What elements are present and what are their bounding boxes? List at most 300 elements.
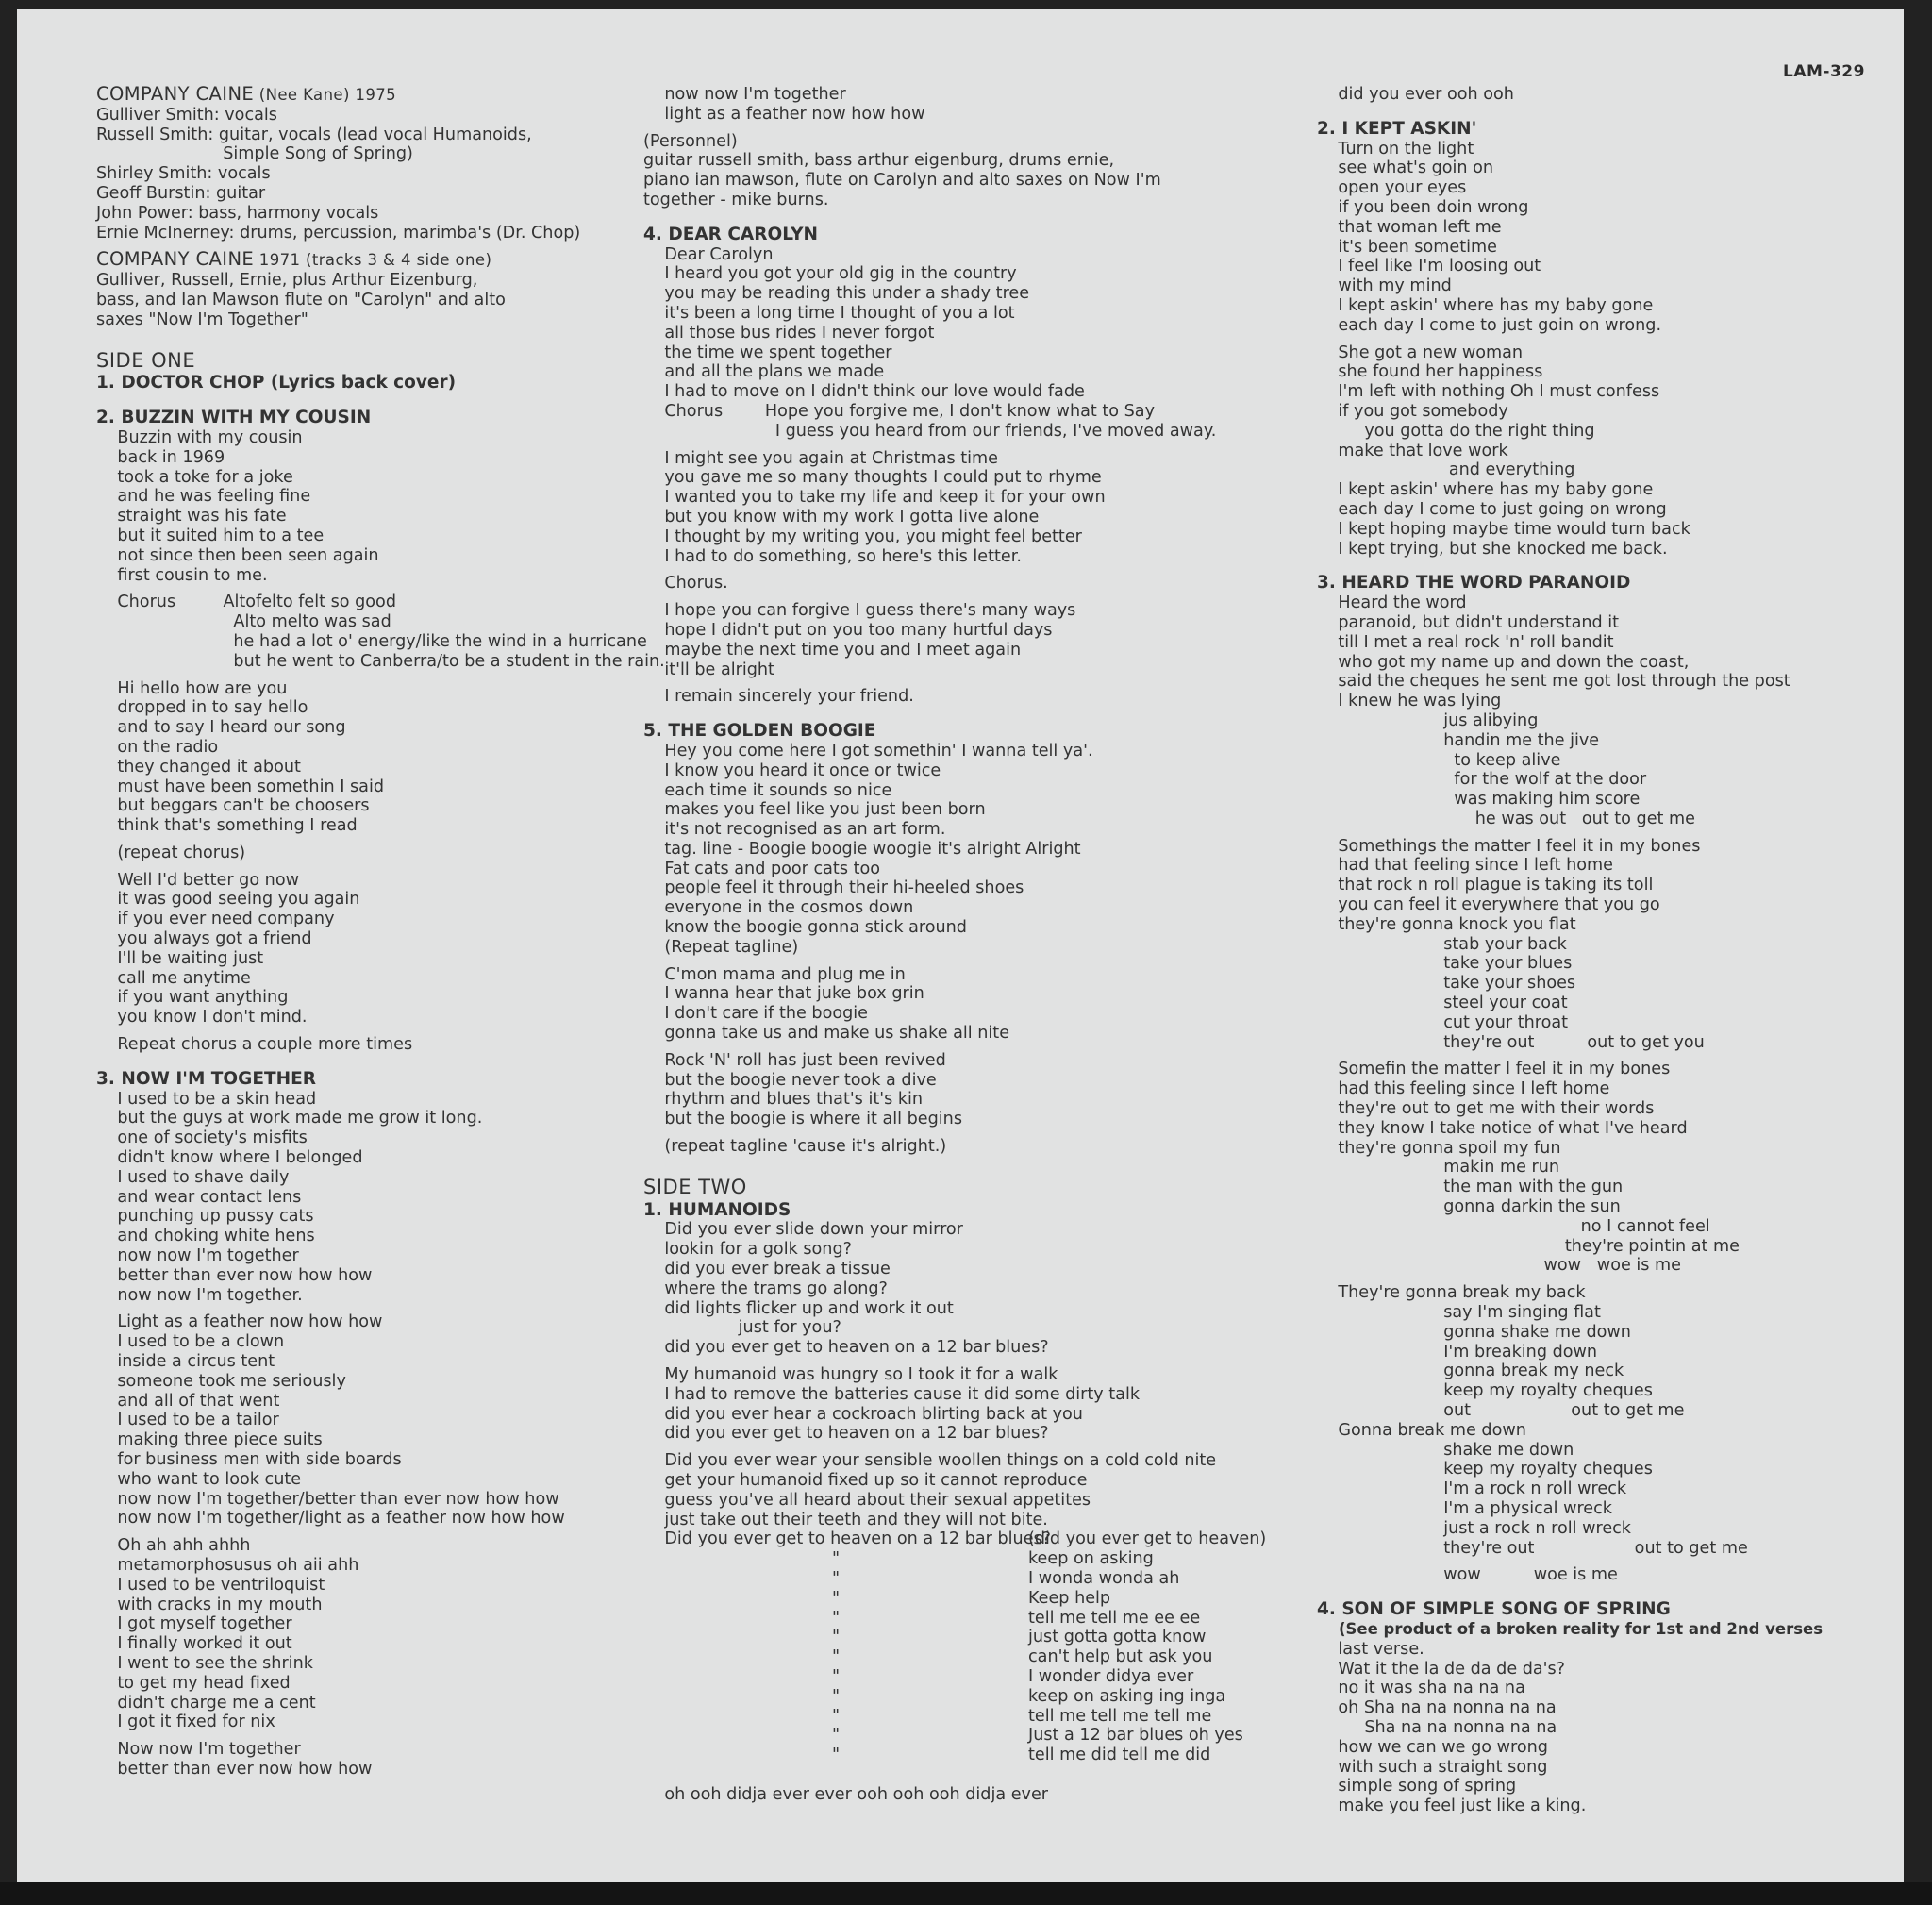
lyric-line: took a toke for a joke [96,467,293,487]
stanza-gap [643,1129,1294,1137]
lyric-line: handin me the jive [1317,730,1600,750]
band-name: COMPANY CAINE [96,83,255,105]
lyric-line: must have been somethin I said [96,777,384,796]
lyric-line: I used to shave daily [96,1167,290,1187]
lyric-line: she found her happiness [1317,362,1543,382]
lyric-line: but he went to Canberra/to be a student in the rain. [96,651,665,671]
lyric-line: making three piece suits [96,1430,323,1450]
lyric-line: keep on asking ing inga [1028,1686,1226,1706]
lyric-line: I might see you again at Christmas time [643,448,998,468]
lyric-line: Just a 12 bar blues oh yes [1028,1726,1243,1746]
band-name: COMPANY CAINE [96,248,255,271]
lyric-line: I used to be a tailor [96,1411,279,1430]
band-lineup-heading [96,250,653,271]
lyric-line: know the boogie gonna stick around [643,918,967,938]
lyric-line: I'm a rock n roll wreck [1317,1479,1627,1499]
song-title: 2. I KEPT ASKIN' [1317,118,1477,139]
lyric-line: one of society's misfits [96,1128,308,1148]
lyric-line: I finally worked it out [96,1634,292,1654]
lyric-line: Repeat chorus a couple more times [96,1035,413,1055]
stanza-gap [643,566,1294,574]
stanza-gap [1317,1276,1892,1283]
lyric-line: last verse. [1317,1639,1424,1659]
lyric-line: guitar russell smith, bass arthur eigenburg, drums ernie, [643,151,1115,171]
lyric-line: can't help but ask you [1028,1647,1213,1667]
lyric-line: if you want anything [96,988,289,1008]
lyric-line: I wanted you to take my life and keep it for your own [643,488,1106,508]
lyric-line [643,1765,1028,1785]
lyric-line: they changed it about [96,757,301,777]
lyric-line: cut your throat [1317,1012,1569,1032]
lyric-line: tell me did tell me did [1028,1746,1211,1765]
lyric-line: take your blues [1317,954,1573,974]
lyric-line: first cousin to me. [96,565,268,585]
stanza-gap [1317,1558,1892,1565]
lyric-line: Somefin the matter I feel it in my bones [1317,1060,1671,1079]
lyric-line: see what's goin on [1317,159,1494,178]
stanza-gap [1317,1585,1892,1600]
lyric-line: now now I'm together. [96,1285,303,1305]
stanza-gap [643,125,1294,132]
lyric-line: simple song of spring [1317,1777,1517,1796]
song-title: 5. THE GOLDEN BOOGIE [643,721,876,742]
lyric-line: get your humanoid fixed up so it cannot reproduce [643,1471,1088,1490]
ditto-mark: " [832,1686,841,1706]
ditto-mark: " [832,1746,841,1765]
lyric-line: oh Sha na na nonna na na [1317,1698,1557,1718]
ditto-mark: " [832,1549,841,1569]
lyric-line: did you ever get to heaven on a 12 bar blues? [643,1424,1049,1444]
stanza-gap [1317,559,1892,574]
lyric-line: you may be reading this under a shady tree [643,284,1030,304]
lyric-line: guess you've all heard about their sexual appetites [643,1490,1091,1510]
lyric-line: stab your back [1317,934,1567,954]
side-heading: SIDE ONE [96,348,196,372]
lyric-line: each day I come to just going on wrong [1317,499,1667,519]
lyric-line: I wanna hear that juke box grin [643,984,924,1004]
lyric-line: to get my head fixed [96,1673,291,1693]
stanza-gap [96,393,653,409]
lyric-line: they're gonna knock you flat [1317,914,1576,934]
lyric-line: I used to be a clown [96,1332,285,1352]
lyric-line: makin me run [1317,1158,1560,1178]
lyric-line: tell me tell me tell me [1028,1706,1212,1726]
lyric-line: but beggars can't be choosers [96,796,370,816]
lyric-line: Shirley Smith: vocals [96,164,271,184]
ditto-mark: " [832,1706,841,1726]
stanza-gap [96,836,653,844]
lyric-line: it was good seeing you again [96,890,360,910]
lyric-line: everyone in the cosmos down [643,898,914,918]
lyric-line: John Power: bass, harmony vocals [96,203,379,223]
stanza-gap [1317,829,1892,837]
song-title: 1. DOCTOR CHOP (Lyrics back cover) [96,373,457,393]
lyric-line: I kept hoping maybe time would turn back [1317,519,1690,539]
lyric-line: oh ooh didja ever ever ooh ooh ooh didja ever [643,1784,1049,1804]
song-title: 4. DEAR CAROLYN [643,224,818,244]
lyric-line: (repeat chorus) [96,843,246,862]
lyric-line: Gulliver, Russell, Ernie, plus Arthur Eizenburg, [96,271,478,291]
lyric-line: now now I'm together [96,1246,299,1266]
lyric-line: Gulliver Smith: vocals [96,105,277,125]
lyric-line: you always got a friend [96,929,312,949]
lyric-line: if you ever need company [96,910,335,929]
lyric-line: (Repeat tagline) [643,937,799,957]
lyric-line: till I met a real rock 'n' roll bandit [1317,632,1614,652]
lyric-line: you gotta do the right thing [1317,421,1595,441]
song-title: 3. NOW I'M TOGETHER [96,1068,316,1089]
lyric-line: and choking white hens [96,1227,315,1246]
lyric-line: with such a straight song [1317,1757,1548,1777]
stanza-gap [1317,105,1892,120]
lyric-line: gonna break my neck [1317,1362,1624,1381]
lyric-line: (repeat tagline 'cause it's alright.) [643,1137,947,1157]
lyric-line: Keep help [1028,1588,1111,1608]
lyric-line: but you know with my work I gotta live alone [643,507,1040,526]
lyric-line: he was out out to get me [1317,809,1695,828]
lyric-line: and everything [1317,460,1575,480]
lyric-line: take your shoes [1317,974,1576,994]
lyric-line: dropped in to say hello [96,698,308,718]
lyric-line: but the guys at work made me grow it long. [96,1109,483,1128]
lyric-line: he had a lot o' energy/like the wind in a hurricane [96,631,647,651]
lyric-line: how we can we go wrong [1317,1737,1548,1757]
lyric-line: if you been doin wrong [1317,197,1529,217]
lyric-line: did you ever ooh ooh [1317,85,1514,104]
lyric-line: and he was feeling fine [96,487,311,507]
lyric-line: and wear contact lens [96,1187,302,1207]
lyric-line: make that love work [1317,441,1508,460]
ditto-mark: " [832,1588,841,1608]
lyric-line: wow woe is me [1317,1565,1618,1585]
lyric-line: keep my royalty cheques [1317,1381,1653,1401]
lyric-line: but the boogie is where it all begins [643,1110,962,1129]
lyric-line: did lights flicker up and work it out [643,1298,954,1318]
lyric-line: and to say I heard our song [96,718,346,738]
lyric-line: saxes "Now I'm Together" [96,309,308,329]
lyric-line: Oh ah ahh ahhh [96,1536,251,1556]
lyric-line: they're out out to get you [1317,1032,1705,1052]
lyric-line: and all the plans we made [643,362,885,382]
lyric-line: better than ever now how how [96,1759,373,1779]
lyric-line: Ernie McInerney: drums, percussion, marimba's (Dr. Chop) [96,223,581,242]
lyric-line: that woman left me [1317,217,1502,237]
lyric-line: did you ever hear a cockroach blirting back at you [643,1404,1083,1424]
lyric-line: keep on asking [1028,1549,1154,1569]
stanza-gap [643,958,1294,965]
lyric-line: piano ian mawson, flute on Carolyn and alto saxes on Now I'm [643,171,1161,191]
lyric-line: but it suited him to a tee [96,526,325,545]
lyric-line: I kept askin' where has my baby gone [1317,480,1654,500]
lyric-line: now now I'm together [643,85,846,104]
lyric-line: they're out to get me with their words [1317,1099,1655,1119]
lyric-line: no I cannot feel [1317,1216,1710,1236]
lyric-line: to keep alive [1317,750,1561,770]
lyric-line: Heard the word [1317,593,1467,613]
lyric-line: keep my royalty cheques [1317,1460,1653,1479]
lyric-line: the time we spent together [643,343,892,362]
lyric-line: didn't charge me a cent [96,1693,316,1713]
lyric-line: light as a feather now how how [643,104,925,124]
lyric-line: Geoff Burstin: guitar [96,183,266,203]
lyric-line: for the wolf at the door [1317,770,1647,790]
humanoids-call-response [643,1529,1294,1804]
lyric-line: make you feel just like a king. [1317,1796,1587,1816]
column-3 [1317,85,1892,1816]
song-title: 2. BUZZIN WITH MY COUSIN [96,408,372,428]
lyric-line: Hi hello how are you [96,678,288,698]
lyric-line: metamorphosusus oh aii ahh [96,1555,359,1575]
lyric-line: it'll be alright [643,660,774,679]
lyric-line: if you got somebody [1317,401,1508,421]
lyric-line: you can feel it everywhere that you go [1317,895,1660,915]
lyric-line: on the radio [96,737,219,757]
lyric-line: it's been sometime [1317,237,1497,257]
stanza-gap [96,585,653,593]
lyric-line: steel your coat [1317,994,1568,1013]
lyric-line: Turn on the light [1317,139,1474,159]
lyric-line: inside a circus tent [96,1352,275,1372]
lyric-line: I'm breaking down [1317,1342,1598,1362]
lyric-line: people feel it through their hi-heeled shoes [643,878,1024,898]
lineup-year: (Nee Kane) 1975 [254,86,397,104]
lyric-line: better than ever now how how [96,1265,373,1285]
lyric-line: for business men with side boards [96,1450,402,1469]
lyric-line: Rock 'N' roll has just been revived [643,1050,946,1070]
lyric-line: I got it fixed for nix [96,1713,275,1732]
lyric-line: but the boogie never took a dive [643,1070,937,1090]
stanza-gap [643,1044,1294,1051]
lyric-line: hope I didn't put on you too many hurtful days [643,620,1053,640]
lyric-line: I don't care if the boogie [643,1004,868,1024]
lyric-line: all those bus rides I never forgot [643,323,935,343]
lyric-line: Simple Song of Spring) [96,144,413,164]
lyric-line: was making him score [1317,790,1641,810]
lyric-line: each day I come to just goin on wrong. [1317,315,1662,335]
lyric-line: Somethings the matter I feel it in my bones [1317,836,1701,856]
lyric-line: did you ever break a tissue [643,1260,891,1279]
lyric-line: Light as a feather now how how [96,1312,383,1332]
lyric-line: and all of that went [96,1391,280,1411]
lyric-line: tell me tell me ee ee [1028,1608,1201,1628]
lyric-line: gonna take us and make us shake all nite [643,1024,1010,1044]
lyric-line: someone took me seriously [96,1371,346,1391]
lyric-line: My humanoid was hungry so I took it for a walk [643,1365,1058,1385]
lyric-line: Wat it the la de da de da's? [1317,1659,1566,1679]
song-title: 3. HEARD THE WORD PARANOID [1317,573,1631,593]
ditto-mark: " [832,1608,841,1628]
lyric-line: didn't know where I belonged [96,1148,363,1168]
lyric-line: Alto melto was sad [96,612,391,632]
humanoids-left-column [643,1529,1052,1804]
lyric-line: say I'm singing flat [1317,1303,1601,1323]
lyric-line: who got my name up and down the coast, [1317,652,1690,672]
lyric-line: straight was his fate [96,507,287,526]
lyric-line: gonna darkin the sun [1317,1197,1621,1217]
catalog-number: LAM-329 [1783,62,1865,81]
lyric-line: I had to remove the batteries cause it did some dirty talk [643,1384,1141,1404]
side-heading: SIDE TWO [643,1175,747,1198]
lyric-line: Well I'd better go now [96,870,299,890]
lyric-line: wow woe is me [1317,1256,1681,1276]
lyric-line: just a rock n roll wreck [1317,1518,1632,1538]
lyric-line: I used to be ventriloquist [96,1575,325,1595]
lyric-line: lookin for a golk song? [643,1240,852,1260]
lyric-line: had that feeling since I left home [1317,856,1613,876]
stanza-gap [643,210,1294,226]
lyric-line: I hope you can forgive I guess there's many ways [643,601,1076,621]
lyric-line: Did you ever slide down your mirror [643,1220,963,1240]
lyric-line: just for you? [643,1318,841,1338]
lyric-line: each time it sounds so nice [643,780,892,800]
lyric-line: Chorus Hope you forgive me, I don't know what to Say [643,401,1155,421]
lyric-line: maybe the next time you and I meet again [643,640,1022,660]
lyric-line: who want to look cute [96,1469,302,1489]
lyric-line: said the cheques he sent me got lost through the post [1317,672,1790,692]
lyric-line: you know I don't mind. [96,1008,308,1028]
lyric-line: I had to do something, so here's this letter. [643,546,1022,566]
humanoids-right-column [1028,1529,1266,1804]
lyric-line: bass, and Ian Mawson flute on "Carolyn" and alto [96,290,506,309]
lyric-line: Dear Carolyn [643,244,774,264]
lyric-line: not since then been seen again [96,545,379,565]
lyric-line: I thought by my writing you, you might feel better [643,526,1082,546]
stanza-gap [96,1028,653,1035]
stanza-gap [643,707,1294,722]
lyric-line: they know I take notice of what I've heard [1317,1118,1688,1138]
lyric-line: I wonder didya ever [1028,1666,1194,1686]
lyric-line: where the trams go along? [643,1278,888,1298]
lyric-line: out out to get me [1317,1401,1685,1420]
stanza-gap [643,442,1294,449]
album-insert-sheet [17,9,1904,1882]
lyric-line: back in 1969 [96,447,225,467]
lyric-line: they're pointin at me [1317,1236,1740,1256]
lyric-line: think that's something I read [96,816,358,836]
lyric-line: (did you ever get to heaven) [1028,1529,1267,1549]
lyric-line: it's not recognised as an art form. [643,820,946,840]
stanza-gap [1317,1052,1892,1060]
lyric-line: Fat cats and poor cats too [643,859,881,878]
lyric-line: I kept askin' where has my baby gone [1317,295,1654,315]
lyric-line: open your eyes [1317,178,1467,198]
lineup-year: 1971 (tracks 3 & 4 side one) [254,251,492,270]
column-1 [96,83,665,1780]
lyric-line: punching up pussy cats [96,1207,314,1227]
ditto-mark: " [832,1628,841,1647]
ditto-mark: " [832,1726,841,1746]
lyric-line: call me anytime [96,968,251,988]
lyric-line: (Personnel) [643,131,738,151]
lyric-line: no it was sha na na na [1317,1679,1525,1698]
lyric-line: I'll be waiting just [96,948,264,968]
lyric-line: I kept trying, but she knocked me back. [1317,539,1668,559]
lyric-line: tag. line - Boogie boogie woogie it's alright Alright [643,839,1081,859]
lyric-line: I used to be a skin head [96,1089,317,1109]
stanza-gap [643,679,1294,687]
stanza-gap [643,1358,1294,1365]
column-2 [643,85,1294,1805]
stanza-gap [1317,336,1892,343]
band-lineup-heading [96,85,653,106]
ditto-mark: " [832,1666,841,1686]
lyric-line: Russell Smith: guitar, vocals (lead vocal Humanoids, [96,125,532,144]
lyric-line: gonna shake me down [1317,1322,1631,1342]
lyric-line: I guess you heard from our friends, I've moved away. [643,421,1217,441]
lyric-line: with my mind [1317,276,1452,296]
lyric-line: Chorus. [643,574,728,593]
lyric-line: they're gonna spoil my fun [1317,1138,1561,1158]
stanza-gap [96,1055,653,1070]
lyric-line: Sha na na nonna na na [1317,1717,1557,1737]
lyric-line: rhythm and blues that's it's kin [643,1090,924,1110]
lyric-line: I wonda wonda ah [1028,1568,1180,1588]
ditto-mark: " [832,1647,841,1667]
lyric-line: Now now I'm together [96,1740,301,1760]
lyric-line: Chorus Altofelto felt so good [96,593,396,612]
lyric-line: Buzzin with my cousin [96,427,303,447]
song-title: 4. SON OF SIMPLE SONG OF SPRING [1317,1599,1671,1620]
lyric-line: Hey you come here I got somethin' I wanna tell ya'. [643,741,1093,760]
lyric-line: I remain sincerely your friend. [643,687,914,707]
lyric-line: paranoid, but didn't understand it [1317,612,1620,632]
lyric-line: now now I'm together/light as a feather now how how [96,1509,565,1529]
lyric-line: I'm a physical wreck [1317,1498,1612,1518]
stanza-gap [96,1529,653,1536]
lyric-line: they're out out to get me [1317,1538,1748,1558]
lyric-line: you gave me so many thoughts I could put to rhyme [643,468,1102,488]
stanza-gap [96,863,653,871]
lyric-line: Gonna break me down [1317,1420,1526,1440]
lyric-line: Did you ever get to heaven on a 12 bar blues? [643,1529,1052,1549]
lyric-line: had this feeling since I left home [1317,1079,1610,1099]
lyric-line: now now I'm together/better than ever now how how [96,1489,559,1509]
lyric-line: She got a new woman [1317,343,1524,362]
stanza-gap [643,1444,1294,1451]
stanza-gap [643,593,1294,601]
stanza-gap [96,1732,653,1740]
lyric-line: together - mike burns. [643,190,829,209]
lyric-line: did you ever get to heaven on a 12 bar blues? [643,1338,1049,1358]
song-title: 1. HUMANOIDS [643,1199,791,1220]
lyric-line: makes you feel like you just been born [643,800,986,820]
lyric-line: just take out their teeth and they will not bite. [643,1510,1048,1529]
lyric-line: I feel like I'm loosing out [1317,257,1541,276]
lyric-line: I had to move on I didn't think our love would fade [643,382,1085,402]
lyric-line: with cracks in my mouth [96,1595,323,1614]
ditto-mark: " [832,1568,841,1588]
lyric-line: just gotta gotta know [1028,1628,1207,1647]
lyric-line: I'm left with nothing Oh I must confess [1317,382,1660,402]
lyric-line: I went to see the shrink [96,1653,313,1673]
lyric-line: They're gonna break my back [1317,1283,1586,1303]
song-title: (See product of a broken reality for 1st and 2nd verses [1317,1619,1824,1638]
lyric-line: shake me down [1317,1440,1574,1460]
lyric-line: C'mon mama and plug me in [643,964,906,984]
lyric-line: jus alibying [1317,710,1539,730]
lyric-line: Did you ever wear your sensible woollen things on a cold cold nite [643,1451,1217,1471]
lyric-line: that rock n roll plague is taking its toll [1317,876,1654,895]
stanza-gap [96,672,653,679]
lyric-line: I knew he was lying [1317,692,1502,711]
lyric-line: I heard you got your old gig in the country [643,264,1017,284]
scan-border [0,1882,1932,1905]
lyric-line: I know you heard it once or twice [643,760,941,780]
lyric-line: I got myself together [96,1614,292,1634]
lyric-line: the man with the gun [1317,1178,1624,1197]
stanza-gap [96,1305,653,1312]
lyric-line: it's been a long time I thought of you a lot [643,303,1015,323]
